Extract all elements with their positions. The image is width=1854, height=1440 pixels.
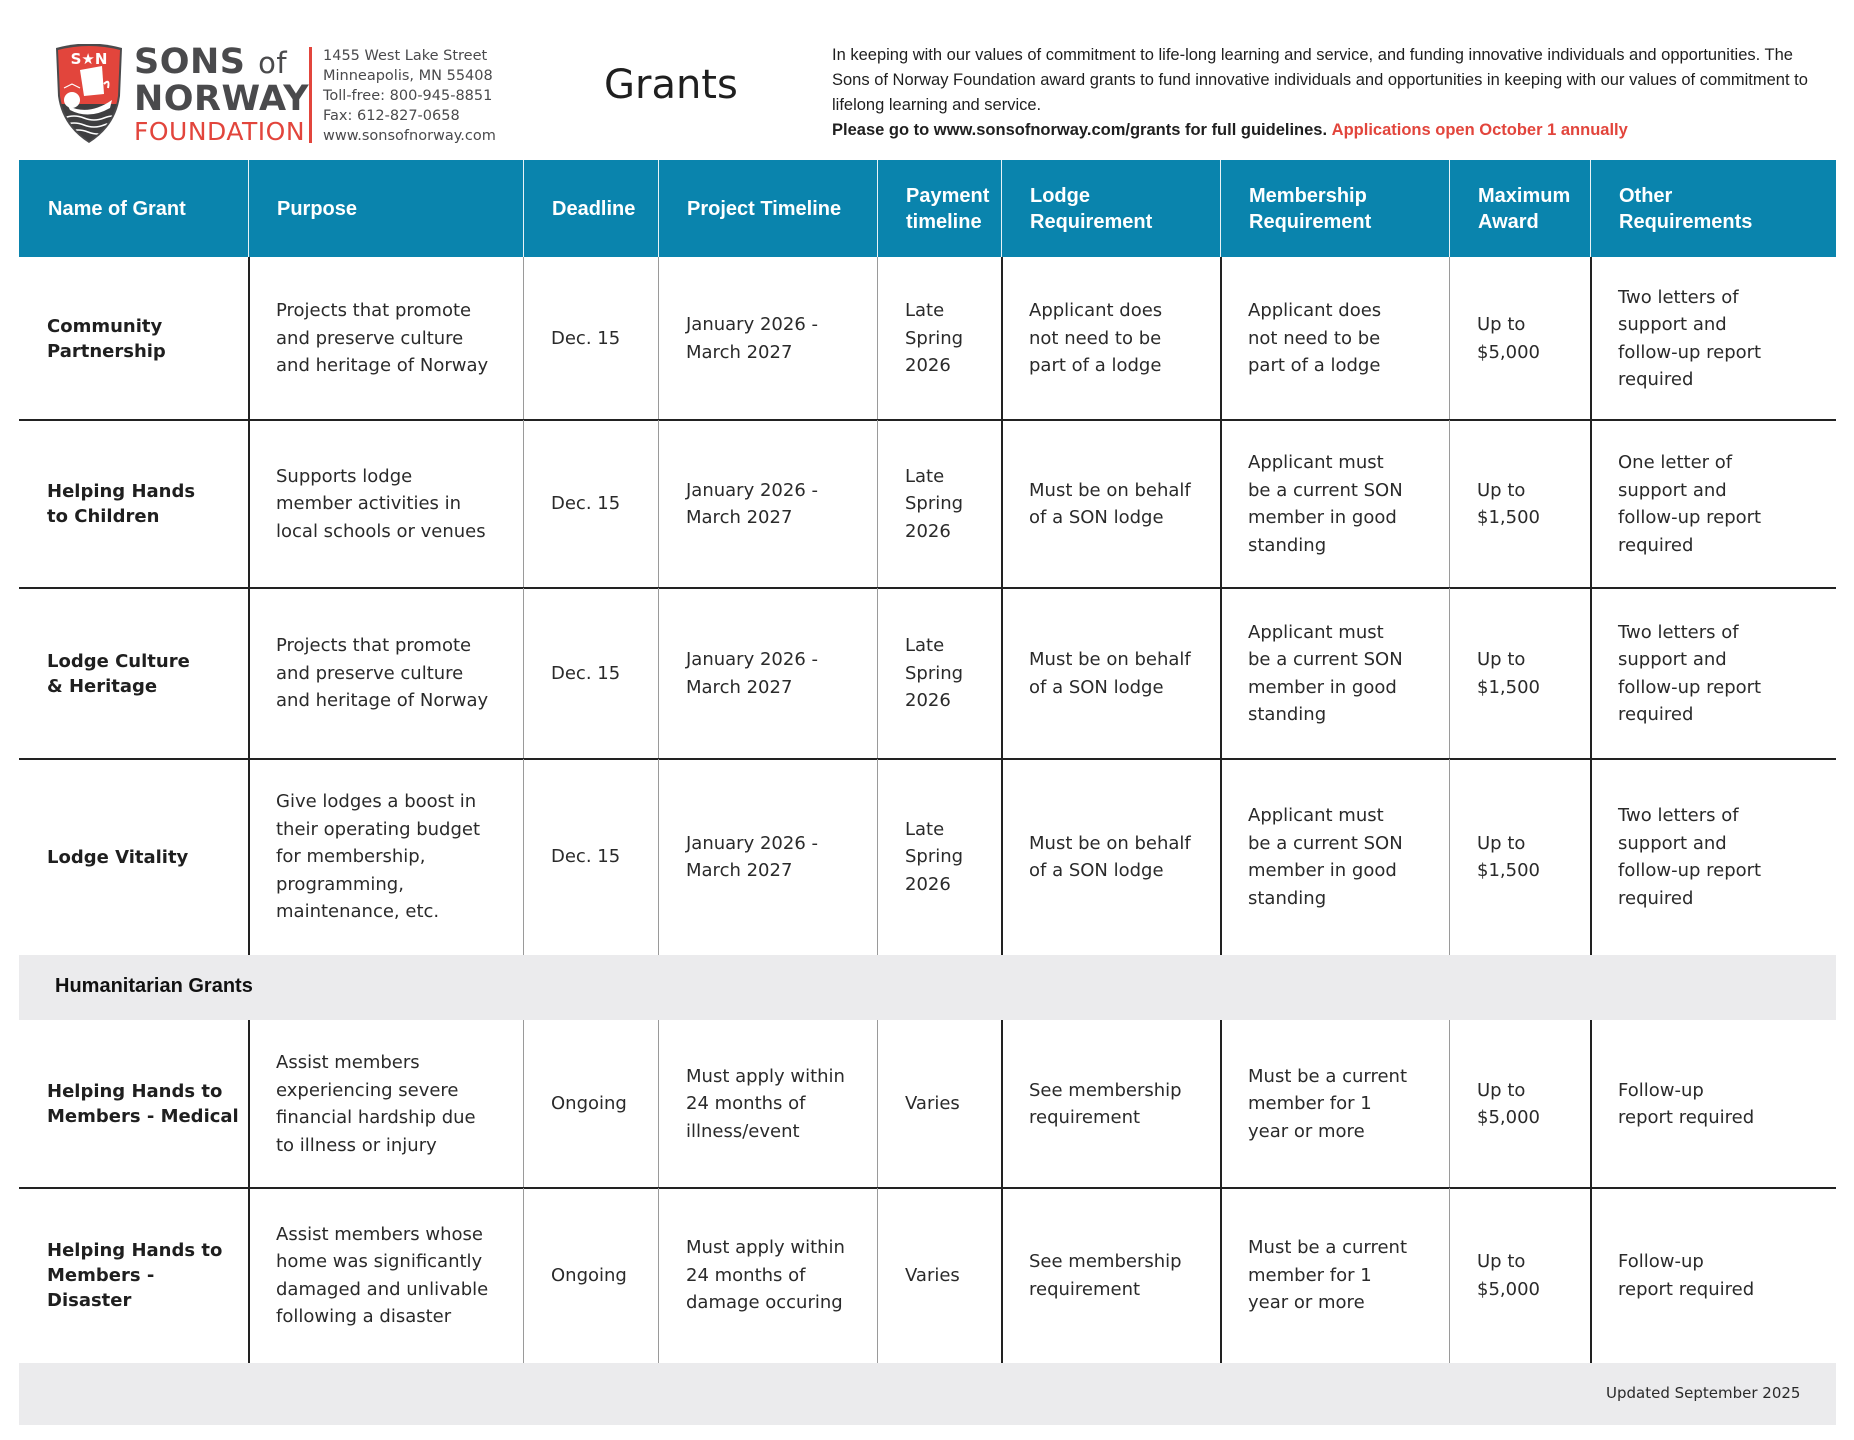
brand-norway: NORWAY (134, 79, 310, 119)
header-separator (658, 160, 659, 257)
column-header-lodge-requirement: Lodge Requirement (1030, 184, 1153, 233)
column-divider (877, 759, 878, 955)
cell-membership-requirement: Applicant does not need to be part of a lodge (1248, 300, 1382, 377)
cell-project-timeline: Must apply within 24 months of damage occuring (686, 1237, 845, 1314)
header-separator (1590, 160, 1591, 257)
cell-maximum-award: Up to $5,000 (1477, 1079, 1540, 1128)
updated-date: Updated September 2025 (1606, 1384, 1801, 1402)
column-divider (1590, 1020, 1592, 1188)
cell-lodge-requirement: See membership requirement (1029, 1079, 1182, 1128)
cell-payment-timeline: Late Spring 2026 (905, 465, 964, 542)
column-divider (877, 588, 878, 759)
brand-sons: SONS (134, 42, 246, 82)
cell-purpose: Supports lodge member activities in local schools or venues (276, 465, 486, 542)
cell-maximum-award: Up to $5,000 (1477, 314, 1540, 363)
cell-purpose: Assist members experiencing severe financial hardship due to illness or injury (276, 1052, 476, 1156)
column-divider (523, 257, 524, 420)
column-divider (658, 257, 659, 420)
column-divider (523, 588, 524, 759)
column-divider (1220, 588, 1222, 759)
column-header-other-requirements: Other Requirements (1619, 184, 1753, 233)
column-divider (248, 588, 250, 759)
column-divider (1449, 420, 1450, 588)
column-header-maximum-award: Maximum Award (1478, 184, 1571, 233)
applications-open-notice: Applications open October 1 annually (1331, 121, 1628, 139)
column-divider (1449, 257, 1450, 420)
cell-lodge-requirement: Must be on behalf of a SON lodge (1029, 832, 1191, 881)
cell-name: Helping Hands to Members - Disaster (47, 1240, 223, 1311)
header-separator (1449, 160, 1450, 257)
column-divider (523, 1020, 524, 1188)
header-divider (309, 47, 312, 143)
cell-other-requirements: Follow-up report required (1618, 1251, 1755, 1300)
cell-payment-timeline: Late Spring 2026 (905, 635, 964, 712)
cell-deadline: Dec. 15 (551, 846, 621, 868)
cell-deadline: Ongoing (551, 1093, 627, 1115)
section-band-humanitarian (19, 955, 1836, 1020)
cell-lodge-requirement: Must be on behalf of a SON lodge (1029, 479, 1191, 528)
column-header-membership-requirement: Membership Requirement (1249, 184, 1372, 233)
cell-maximum-award: Up to $1,500 (1477, 832, 1540, 881)
column-header-deadline: Deadline (552, 197, 636, 220)
page-title: Grants (604, 62, 738, 108)
cell-project-timeline: January 2026 - March 2027 (686, 314, 818, 363)
cell-lodge-requirement: See membership requirement (1029, 1251, 1182, 1300)
column-divider (1590, 257, 1592, 420)
column-divider (1001, 1188, 1003, 1363)
cell-deadline: Dec. 15 (551, 493, 621, 515)
column-divider (523, 1188, 524, 1363)
column-divider (1449, 759, 1450, 955)
column-divider (1590, 1188, 1592, 1363)
column-divider (1001, 420, 1003, 588)
cell-purpose: Projects that promote and preserve culture and heritage of Norway (276, 300, 489, 377)
column-divider (1220, 759, 1222, 955)
cell-project-timeline: Must apply within 24 months of illness/event (686, 1065, 845, 1142)
column-divider (1449, 588, 1450, 759)
cell-payment-timeline: Varies (905, 1093, 960, 1115)
column-divider (248, 759, 250, 955)
column-divider (1220, 1188, 1222, 1363)
header-separator (1220, 160, 1221, 257)
cell-other-requirements: Two letters of support and follow-up report required (1618, 286, 1762, 390)
cell-deadline: Ongoing (551, 1264, 627, 1286)
cell-membership-requirement: Must be a current member for 1 year or more (1248, 1065, 1408, 1142)
cell-payment-timeline: Late Spring 2026 (905, 818, 964, 895)
column-divider (248, 1188, 250, 1363)
cell-maximum-award: Up to $1,500 (1477, 479, 1540, 528)
cell-membership-requirement: Applicant must be a current SON member in good standing (1248, 621, 1403, 725)
column-header-purpose: Purpose (277, 197, 358, 220)
column-divider (1449, 1188, 1450, 1363)
footer-band (19, 1363, 1836, 1425)
cell-maximum-award: Up to $1,500 (1477, 649, 1540, 698)
cell-other-requirements: Follow-up report required (1618, 1079, 1755, 1128)
cell-name: Lodge Culture & Heritage (47, 650, 190, 697)
address-line2: Minneapolis, MN 55408 (323, 68, 493, 84)
column-divider (877, 420, 878, 588)
column-header-payment-timeline: Payment timeline (906, 184, 990, 233)
cell-project-timeline: January 2026 - March 2027 (686, 649, 818, 698)
brand-wordmark (134, 44, 309, 147)
fax-number: Fax: 612-827-0658 (323, 108, 460, 124)
column-divider (1001, 257, 1003, 420)
column-divider (1590, 759, 1592, 955)
column-divider (1001, 1020, 1003, 1188)
cell-membership-requirement: Applicant must be a current SON member in good standing (1248, 805, 1403, 909)
website-link[interactable]: www.sonsofnorway.com (323, 128, 496, 144)
cell-project-timeline: January 2026 - March 2027 (686, 479, 818, 528)
cell-name: Lodge Vitality (47, 846, 189, 868)
cell-other-requirements: Two letters of support and follow-up report required (1618, 621, 1762, 725)
column-divider (658, 759, 659, 955)
sons-of-norway-logo (54, 44, 124, 144)
column-divider (1449, 1020, 1450, 1188)
cell-name: Helping Hands to Members - Medical (47, 1081, 239, 1127)
cell-other-requirements: One letter of support and follow-up report required (1618, 452, 1762, 556)
column-divider (1590, 420, 1592, 588)
cell-name: Community Partnership (47, 315, 166, 362)
column-header-name: Name of Grant (48, 197, 186, 220)
guidelines-link[interactable]: Please go to www.sonsofnorway.com/grants for full guidelines. (832, 121, 1328, 139)
header-separator (1001, 160, 1002, 257)
column-divider (877, 257, 878, 420)
column-divider (658, 420, 659, 588)
brand-foundation: FOUNDATION (134, 117, 306, 146)
column-divider (1001, 588, 1003, 759)
column-divider (877, 1188, 878, 1363)
column-divider (1220, 257, 1222, 420)
cell-project-timeline: January 2026 - March 2027 (686, 832, 818, 881)
column-divider (1220, 420, 1222, 588)
cell-other-requirements: Two letters of support and follow-up report required (1618, 805, 1762, 909)
column-divider (248, 257, 250, 420)
cell-payment-timeline: Varies (905, 1264, 960, 1286)
contact-info (323, 46, 496, 146)
cell-payment-timeline: Late Spring 2026 (905, 300, 964, 377)
column-divider (877, 1020, 878, 1188)
header-separator (877, 160, 878, 257)
header-separator (248, 160, 249, 257)
section-label-humanitarian: Humanitarian Grants (55, 975, 253, 997)
cell-maximum-award: Up to $5,000 (1477, 1251, 1540, 1300)
cell-purpose: Projects that promote and preserve culture and heritage of Norway (276, 635, 489, 712)
intro-paragraph: In keeping with our values of commitment to life-long learning and service, and funding innovative individuals and opportunities. The Sons of Norway Foundation award grants to fund innovative individuals and opportunities in keeping with our values of commitment to lifelong learning and service. (832, 46, 1808, 114)
cell-deadline: Dec. 15 (551, 662, 621, 684)
cell-membership-requirement: Must be a current member for 1 year or more (1248, 1237, 1408, 1314)
column-divider (523, 759, 524, 955)
header-separator (523, 160, 524, 257)
column-divider (1220, 1020, 1222, 1188)
shield-icon (54, 44, 124, 144)
column-header-project-timeline: Project Timeline (687, 197, 842, 220)
column-divider (523, 420, 524, 588)
cell-deadline: Dec. 15 (551, 327, 621, 349)
cell-membership-requirement: Applicant must be a current SON member in good standing (1248, 452, 1403, 556)
cell-purpose: Assist members whose home was significantly damaged and unlivable following a disaster (276, 1223, 489, 1327)
address-line1: 1455 West Lake Street (323, 48, 488, 64)
toll-free-phone: Toll-free: 800-945-8851 (323, 88, 493, 104)
brand-of: of (258, 46, 288, 80)
column-divider (658, 1020, 659, 1188)
column-divider (1590, 588, 1592, 759)
cell-name: Helping Hands to Children (47, 481, 196, 527)
column-divider (248, 420, 250, 588)
svg-text:S★N: S★N (70, 50, 108, 68)
column-divider (658, 1188, 659, 1363)
cell-lodge-requirement: Applicant does not need to be part of a lodge (1029, 300, 1163, 377)
column-divider (248, 1020, 250, 1188)
cell-purpose: Give lodges a boost in their operating budget for membership, programming, maintenance, etc. (276, 791, 481, 923)
column-divider (658, 588, 659, 759)
column-divider (1001, 759, 1003, 955)
cell-lodge-requirement: Must be on behalf of a SON lodge (1029, 649, 1191, 698)
intro-text (832, 43, 1832, 143)
